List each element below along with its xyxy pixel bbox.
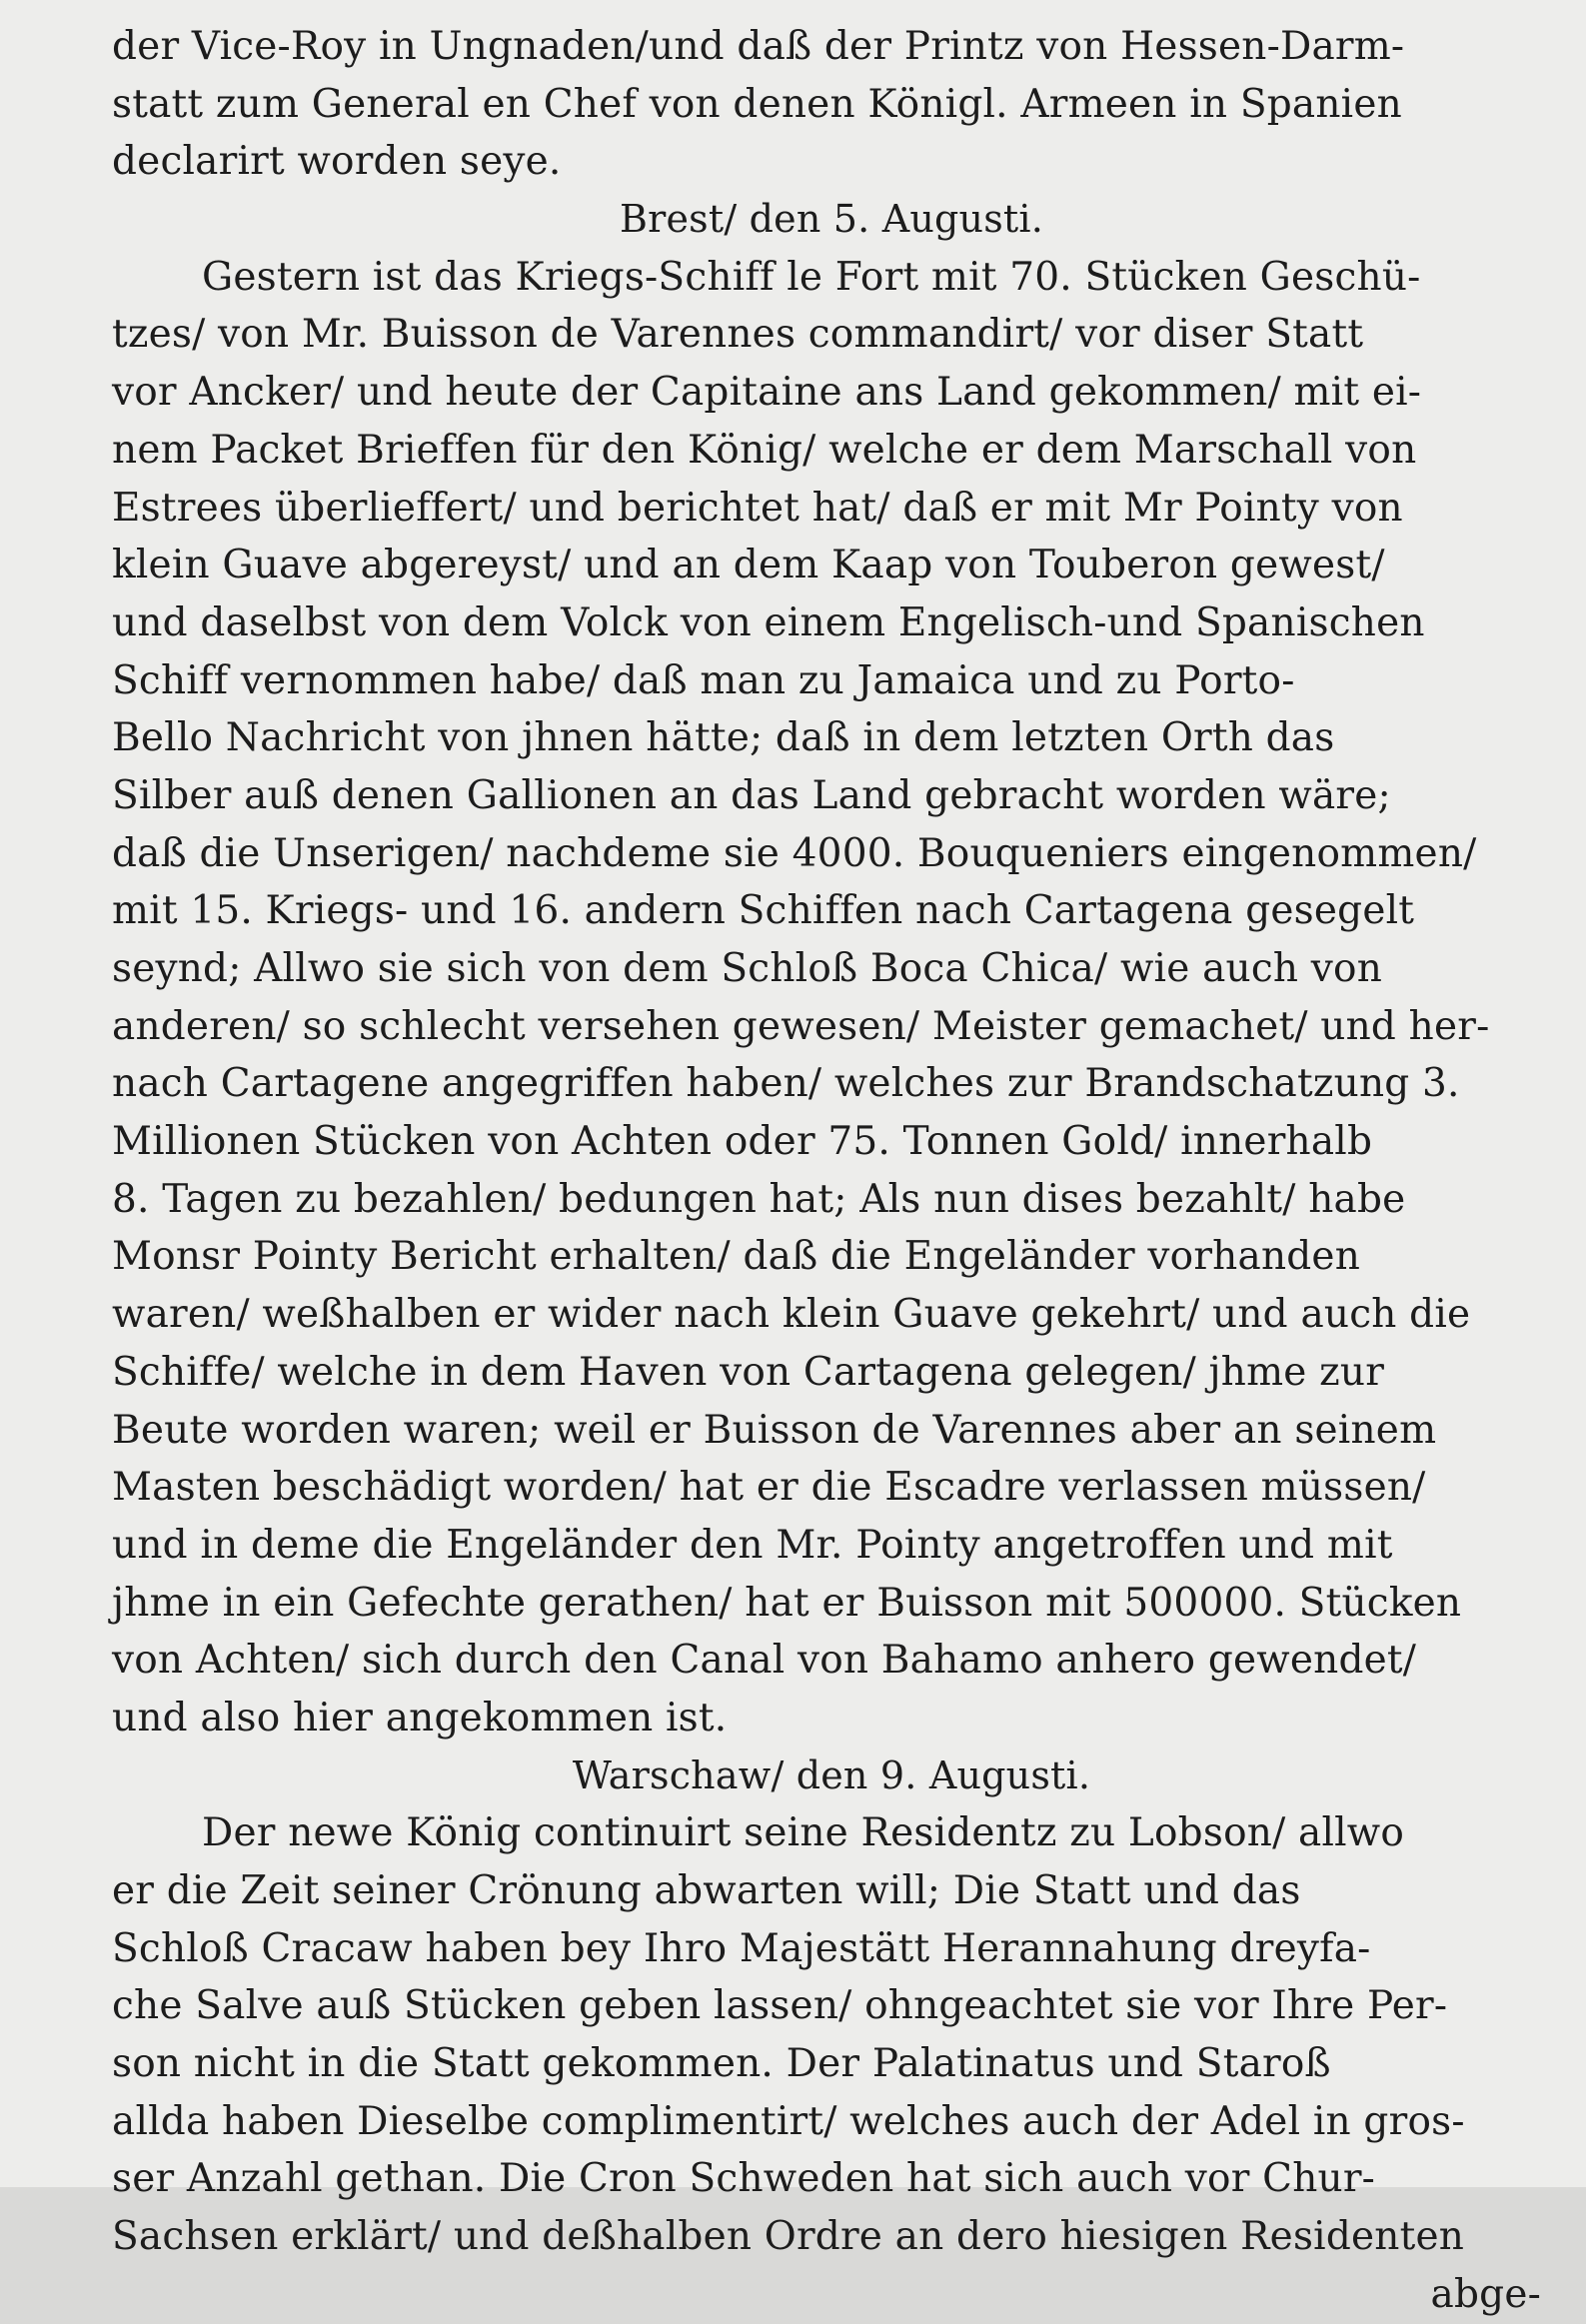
text-line: Der newe König continuirt seine Residentz zu Lobson/ allwo [202,1810,1405,1856]
text-column [112,18,1551,2324]
text-line: Sachsen erklärt/ und deßhalben Ordre an dero hiesigen Residenten [112,2214,1465,2260]
catchword: abge- [1430,2271,1541,2317]
text-line: Estrees überlieffert/ und berichtet hat/ daß er mit Mr Pointy von [112,485,1403,531]
text-line: er die Zeit seiner Crönung abwarten will; Die Statt und das [112,1868,1301,1913]
text-line: waren/ weßhalben er wider nach klein Guave gekehrt/ und auch die [112,1292,1471,1338]
text-line: statt zum General en Chef von denen Königl. Armeen in Spanien [112,81,1402,127]
text-line: che Salve auß Stücken geben lassen/ ohngeachtet sie vor Ihre Per- [112,1983,1448,2029]
text-line: klein Guave abgereyst/ und an dem Kaap von Touberon gewest/ [112,543,1385,588]
text-line: vor Ancker/ und heute der Capitaine ans Land gekommen/ mit ei- [112,370,1422,416]
text-line: ser Anzahl gethan. Die Cron Schweden hat sich auch vor Chur- [112,2156,1376,2202]
text-line: 8. Tagen zu bezahlen/ bedungen hat; Als nun dises bezahlt/ habe [112,1176,1406,1222]
text-line: und also hier angekommen ist. [112,1695,728,1741]
text-line: von Achten/ sich durch den Canal von Bahamo anhero gewendet/ [112,1638,1417,1684]
text-line: Masten beschädigt worden/ hat er die Escadre verlassen müssen/ [112,1465,1426,1511]
text-line: allda haben Dieselbe complimentirt/ welches auch der Adel in gros- [112,2098,1465,2144]
text-line: jhme in ein Gefechte gerathen/ hat er Buisson mit 500000. Stücken [112,1580,1462,1626]
text-line: Schiffe/ welche in dem Haven von Cartagena gelegen/ jhme zur [112,1349,1385,1395]
dateline-heading: Warschaw/ den 9. Augusti. [572,1752,1091,1797]
text-line: Schloß Cracaw haben bey Ihro Majestätt Herannahung dreyfa- [112,1925,1371,1971]
text-line: Monsr Pointy Bericht erhalten/ daß die Engeländer vorhanden [112,1234,1361,1280]
text-line: nach Cartagene angegriffen haben/ welches zur Brandschatzung 3. [112,1061,1460,1107]
dateline-heading: Brest/ den 5. Augusti. [619,197,1044,242]
text-line: seynd; Allwo sie sich von dem Schloß Boca Chica/ wie auch von [112,946,1383,991]
text-line: tzes/ von Mr. Buisson de Varennes commandirt/ vor diser Statt [112,312,1364,358]
text-line: nem Packet Brieffen für den König/ welche er dem Marschall von [112,427,1417,473]
text-line: Beute worden waren; weil er Buisson de Varennes aber an seinem [112,1407,1437,1453]
text-line: Schiff vernommen habe/ daß man zu Jamaica und zu Porto- [112,657,1295,703]
text-line: daß die Unserigen/ nachdeme sie 4000. Bouqueniers eingenommen/ [112,830,1477,876]
text-line: Silber auß denen Gallionen an das Land gebracht worden wäre; [112,772,1391,818]
text-line: der Vice-Roy in Ungnaden/und daß der Printz von Hessen-Darm- [112,24,1405,69]
text-line: mit 15. Kriegs- und 16. andern Schiffen nach Cartagena gesegelt [112,888,1415,934]
text-line: Bello Nachricht von jhnen hätte; daß in dem letzten Orth das [112,715,1335,761]
text-line: declarirt worden seye. [112,139,562,185]
text-line: Millionen Stücken von Achten oder 75. Tonnen Gold/ innerhalb [112,1119,1373,1165]
text-line: Gestern ist das Kriegs-Schiff le Fort mit 70. Stücken Geschü- [202,254,1421,300]
text-line: und in deme die Engeländer den Mr. Pointy angetroffen und mit [112,1522,1393,1568]
text-line: und daselbst von dem Volck von einem Engelisch-und Spanischen [112,599,1425,645]
text-line: son nicht in die Statt gekommen. Der Palatinatus und Staroß [112,2041,1331,2087]
text-line: anderen/ so schlecht versehen gewesen/ Meister gemachet/ und her- [112,1003,1490,1049]
